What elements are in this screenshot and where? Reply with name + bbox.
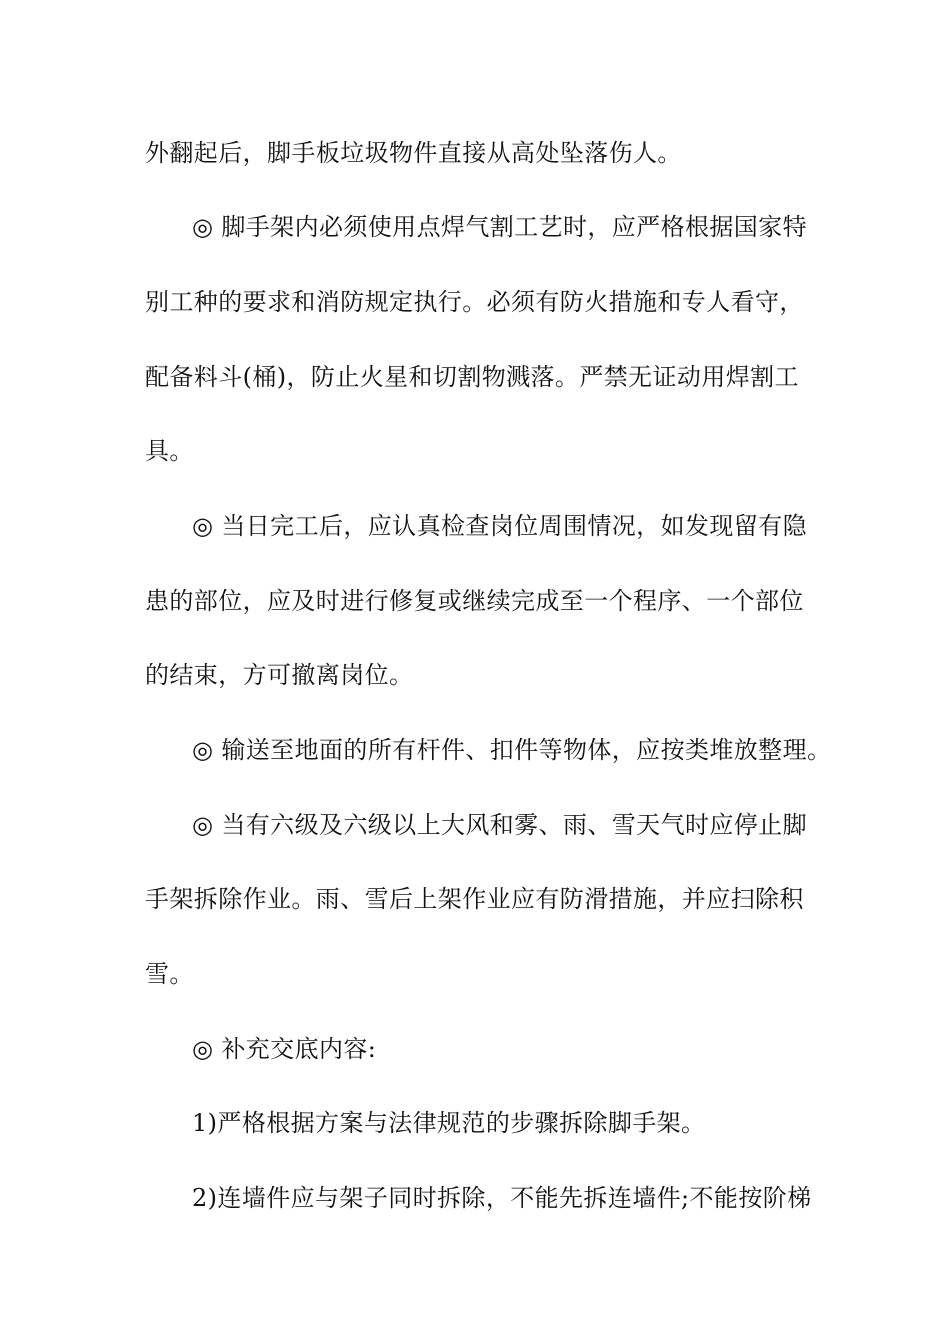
text-line: 具。 [145, 437, 194, 465]
text-line: ◎ 脚手架内必须使用点焊气割工艺时，应严格根据国家特 [192, 213, 807, 241]
text-line: 别工种的要求和消防规定执行。必须有防火措施和专人看守， [145, 288, 804, 316]
text-line: ◎ 当有六级及六级以上大风和雾、雨、雪天气时应停止脚 [192, 811, 807, 839]
text-line: 的结束，方可撤离岗位。 [145, 661, 414, 689]
text-line: 1)严格根据方案与法律规范的步骤拆除脚手架。 [192, 1109, 706, 1137]
text-line: 雪。 [145, 960, 194, 988]
text-line: 2)连墙件应与架子同时拆除，不能先拆连墙件;不能按阶梯 [192, 1184, 812, 1212]
text-line: ◎ 当日完工后，应认真检查岗位周围情况，如发现留有隐 [192, 512, 807, 540]
text-line: 患的部位，应及时进行修复或继续完成至一个程序、一个部位 [145, 587, 804, 615]
text-line: ◎ 补充交底内容: [192, 1035, 377, 1063]
text-line: ◎ 输送至地面的所有杆件、扣件等物体，应按类堆放整理。 [192, 736, 832, 764]
text-line: 手架拆除作业。雨、雪后上架作业应有防滑措施，并应扫除积 [145, 885, 804, 913]
text-line: 外翻起后，脚手板垃圾物件直接从高处坠落伤人。 [145, 139, 682, 167]
text-line: 配备料斗(桶)，防止火星和切割物溅落。严禁无证动用焊割工 [145, 363, 799, 391]
